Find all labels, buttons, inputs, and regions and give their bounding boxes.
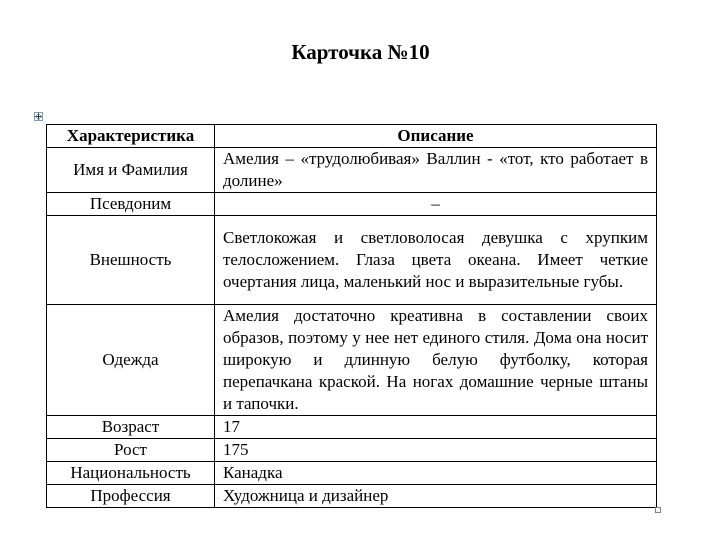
table-row (47, 462, 657, 485)
row-label-appearance: Внешность (47, 216, 215, 305)
row-value-appearance: Светлокожая и светловолосая девушка с хрупким телосложением. Глаза цвета океана. Имеет четкие очертания лица, маленький нос и выразительные губы. (215, 216, 657, 305)
row-label-profession: Профессия (47, 485, 215, 508)
row-label-age: Возраст (47, 416, 215, 439)
header-description: Описание (215, 125, 657, 148)
row-value-nationality: Канадка (215, 462, 657, 485)
table-resize-handle[interactable] (655, 507, 661, 513)
table-row (47, 305, 657, 416)
page-title: Карточка №10 (291, 40, 430, 64)
row-label-name: Имя и Фамилия (47, 148, 215, 193)
table-row (47, 439, 657, 462)
row-value-height: 175 (215, 439, 657, 462)
table-row (47, 485, 657, 508)
character-card-table (46, 124, 657, 508)
table-header-row (47, 125, 657, 148)
row-value-name: Амелия – «трудолюбивая» Валлин - «тот, кто работает в долине» (215, 148, 657, 193)
row-value-clothing: Амелия достаточно креативна в составлении своих образов, поэтому у нее нет единого стиля. Дома она носит широкую и длинную белую футболку, которая перепачкана краской. На ногах домашние черные штаны и тапочки. (215, 305, 657, 416)
row-value-pseudonym: – (215, 193, 657, 216)
header-characteristic: Характеристика (47, 125, 215, 148)
row-value-profession: Художница и дизайнер (215, 485, 657, 508)
table-move-handle-icon[interactable] (34, 112, 43, 121)
row-value-age: 17 (215, 416, 657, 439)
table-row (47, 148, 657, 193)
row-label-clothing: Одежда (47, 305, 215, 416)
table-row (47, 193, 657, 216)
table-row (47, 216, 657, 305)
table-row (47, 416, 657, 439)
row-label-height: Рост (47, 439, 215, 462)
row-label-nationality: Национальность (47, 462, 215, 485)
row-label-pseudonym: Псевдоним (47, 193, 215, 216)
